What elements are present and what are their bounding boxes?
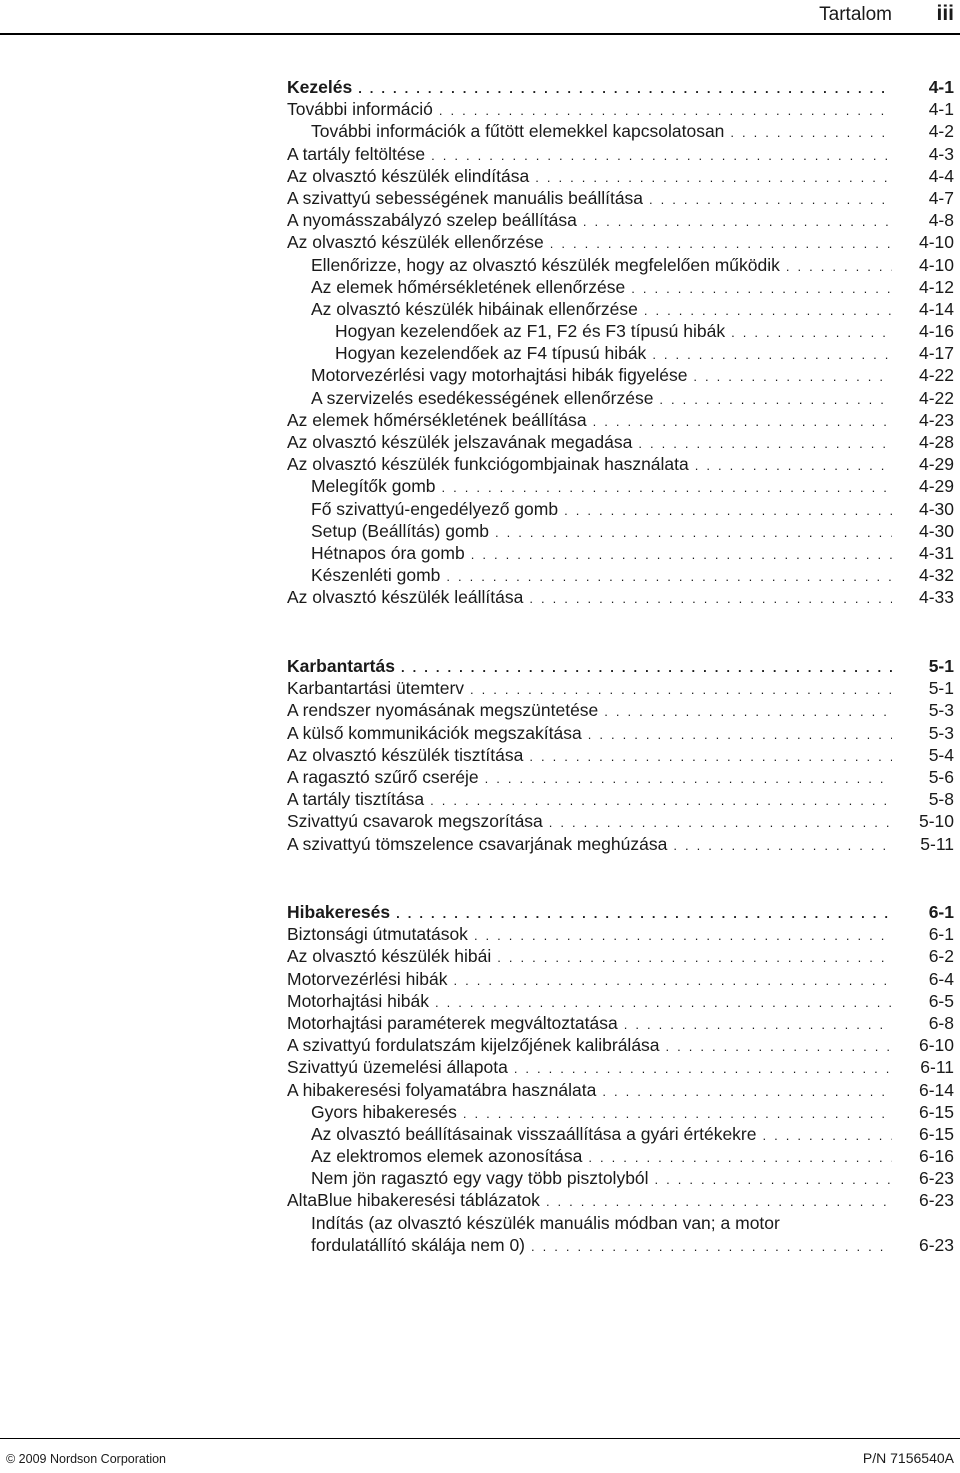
dot-leader (401, 657, 892, 679)
toc-entry-page: 5-1 (928, 678, 954, 699)
toc-entry[interactable] (287, 744, 954, 766)
toc-entry-page: 6-1 (928, 924, 954, 945)
toc-entry-page: 6-16 (918, 1146, 954, 1167)
toc-entry[interactable] (287, 564, 954, 586)
toc-entry-page: 4-7 (928, 187, 954, 208)
header-page-number: iii (936, 2, 954, 25)
toc-entry[interactable] (287, 387, 954, 409)
toc-entry-page: 6-11 (920, 1057, 954, 1078)
toc-entry-page: 6-23 (918, 1190, 954, 1211)
toc-entry-page: 4-10 (918, 254, 954, 275)
copyright-notice: © 2009 Nordson Corporation (6, 1452, 166, 1466)
dot-leader (655, 1169, 892, 1191)
dot-leader (358, 78, 892, 100)
toc-entry-page: 4-1 (928, 77, 954, 97)
toc-entry-title: A nyomásszabályzó szelep beállítása (287, 210, 577, 231)
toc-entry-page: 6-4 (928, 968, 954, 989)
toc-entry-page: 4-4 (928, 165, 954, 186)
dot-leader (485, 768, 892, 790)
toc-entry-title: Nem jön ragasztó egy vagy több pisztolyból (311, 1168, 649, 1189)
toc-entry-title: Az olvasztó beállításainak visszaállítása a gyári értékekre (311, 1123, 757, 1144)
toc-entry-page: 4-10 (918, 232, 954, 253)
dot-leader (396, 903, 892, 925)
dot-leader (442, 477, 892, 499)
dot-leader (549, 812, 892, 834)
toc-entry-title: A szivattyú fordulatszám kijelzőjének kalibrálása (287, 1035, 660, 1056)
dot-leader (430, 790, 892, 812)
toc-entry-title: A hibakeresési folyamatábra használata (287, 1079, 597, 1100)
toc-entry-page: 4-2 (928, 121, 954, 142)
dot-leader (638, 433, 892, 455)
toc-chapter-entry[interactable] (287, 655, 954, 677)
toc-entry-title: Hogyan kezelendőek az F1, F2 és F3 típusú hibák (335, 321, 726, 342)
toc-entry-page: 5-8 (928, 789, 954, 810)
toc-section (287, 901, 954, 1256)
toc-entry-page: 4-30 (918, 520, 954, 541)
toc-entry-title: Szivattyú üzemelési állapota (287, 1057, 508, 1078)
toc-entry[interactable] (287, 320, 954, 342)
toc-entry-page: 4-23 (918, 409, 954, 430)
toc-entry[interactable] (287, 498, 954, 520)
toc-entry[interactable] (287, 364, 954, 386)
toc-entry[interactable] (287, 722, 954, 744)
toc-entry-title: Az olvasztó készülék elindítása (287, 165, 530, 186)
toc-entry[interactable] (287, 165, 954, 187)
toc-entry-title: Setup (Beállítás) gomb (311, 520, 490, 541)
toc-entry-title: Biztonsági útmutatások (287, 924, 468, 945)
toc-entry[interactable] (287, 209, 954, 231)
dot-leader (631, 278, 892, 300)
toc-entry-title: A tartály tisztítása (287, 789, 425, 810)
toc-entry-page: 4-22 (918, 365, 954, 386)
toc-entry[interactable] (287, 677, 954, 699)
dot-leader (666, 1036, 892, 1058)
toc-entry-page: 4-29 (918, 454, 954, 475)
page-header (0, 0, 960, 40)
dot-leader (514, 1058, 892, 1080)
toc-entry[interactable] (287, 231, 954, 253)
toc-entry-page: 5-6 (928, 766, 954, 787)
toc-entry-title: Az elektromos elemek azonosítása (311, 1146, 583, 1167)
toc-entry-title: Melegítők gomb (311, 476, 436, 497)
dot-leader (531, 1236, 892, 1258)
dot-leader (693, 366, 892, 388)
dot-leader (731, 322, 892, 344)
toc-entry-title: Készenléti gomb (311, 565, 441, 586)
dot-leader (602, 1081, 892, 1103)
toc-entry[interactable] (287, 143, 954, 165)
toc-entry-page: 4-8 (928, 210, 954, 231)
dot-leader (550, 233, 892, 255)
toc-entry[interactable] (287, 1167, 954, 1189)
toc-entry-page: 6-8 (928, 1012, 954, 1033)
dot-leader (431, 145, 892, 167)
toc-entry-title-line: Indítás (az olvasztó készülék manuális módban van; a motor (311, 1212, 780, 1233)
toc-entry-page: 5-1 (928, 656, 954, 676)
toc-entry[interactable] (287, 520, 954, 542)
toc-entry-title: A ragasztó szűrő cseréje (287, 766, 479, 787)
toc-entry[interactable] (287, 945, 954, 967)
toc-entry-page: 6-23 (918, 1168, 954, 1189)
toc-entry[interactable] (287, 810, 954, 832)
toc-entry[interactable] (287, 1123, 954, 1145)
toc-entry-title: Az olvasztó készülék hibáinak ellenőrzése (311, 298, 638, 319)
dot-leader (439, 100, 892, 122)
toc-entry[interactable] (287, 342, 954, 364)
toc-entry-title: A külső kommunikációk megszakítása (287, 722, 582, 743)
toc-entry-title: Hibakeresés (287, 902, 391, 922)
toc-entry[interactable] (287, 453, 954, 475)
toc-entry-page: 6-10 (918, 1035, 954, 1056)
toc-entry[interactable] (287, 1145, 954, 1167)
dot-leader (564, 500, 892, 522)
dot-leader (786, 256, 892, 278)
dot-leader (529, 746, 892, 768)
dot-leader (535, 167, 892, 189)
toc-entry-title: Hétnapos óra gomb (311, 542, 465, 563)
dot-leader (435, 992, 892, 1014)
toc-entry-page: 4-3 (928, 143, 954, 164)
toc-entry-title: További információk a fűtött elemekkel kapcsolatosan (311, 121, 725, 142)
header-rule (0, 33, 960, 35)
dot-leader (652, 344, 892, 366)
toc-entry-title: Az olvasztó készülék jelszavának megadása (287, 432, 633, 452)
toc-entry-title: Az elemek hőmérsékletének beállítása (287, 409, 587, 430)
dot-leader (588, 724, 892, 746)
toc-entry-page: 4-12 (918, 276, 954, 297)
toc-entry[interactable] (287, 1079, 954, 1101)
toc-entry-title: Karbantartás (287, 656, 395, 676)
toc-entry-page: 4-1 (928, 99, 954, 120)
dot-leader (730, 122, 892, 144)
toc-entry[interactable] (287, 98, 954, 120)
dot-leader (497, 947, 892, 969)
toc-entry-title: Az olvasztó készülék funkciógombjainak használata (287, 454, 689, 475)
toc-entry[interactable] (287, 120, 954, 142)
toc-entry[interactable] (287, 276, 954, 298)
toc-chapter-entry[interactable] (287, 76, 954, 98)
toc-entry-page: 6-5 (928, 990, 954, 1011)
toc-entry[interactable] (287, 431, 954, 453)
toc-entry-title: Fő szivattyú-engedélyező gomb (311, 498, 559, 519)
dot-leader (583, 211, 892, 233)
toc-entry-title: További információ (287, 99, 433, 120)
footer-rule (0, 1438, 960, 1439)
dot-leader (604, 701, 892, 723)
dot-leader (673, 835, 892, 857)
toc-entry[interactable] (287, 699, 954, 721)
dot-leader (624, 1014, 892, 1036)
toc-entry-page: 4-30 (918, 498, 954, 519)
dot-leader (659, 389, 892, 411)
toc-entry-title: Kezelés (287, 77, 353, 97)
toc-entry-page: 6-15 (918, 1123, 954, 1144)
toc-entry[interactable] (287, 254, 954, 276)
toc-section (287, 655, 954, 855)
toc-entry-title: Az olvasztó készülék tisztítása (287, 744, 524, 765)
toc-entry[interactable] (287, 990, 954, 1012)
toc-section (287, 76, 954, 609)
toc-entry-page: 6-1 (928, 902, 954, 922)
toc-entry-page: 4-14 (918, 298, 954, 319)
toc-entry-page: 5-11 (920, 833, 954, 854)
toc-entry[interactable] (287, 187, 954, 209)
toc-entry-title: A szivattyú sebességének manuális beállítása (287, 187, 644, 208)
toc-entry-title: Az olvasztó készülék ellenőrzése (287, 232, 544, 253)
toc-entry[interactable] (287, 1034, 954, 1056)
toc-entry[interactable] (287, 968, 954, 990)
dot-leader (495, 522, 892, 544)
toc-entry-title: Az elemek hőmérsékletének ellenőrzése (311, 276, 626, 297)
toc-entry-page: 4-17 (918, 343, 954, 364)
toc-entry-title: A tartály feltöltése (287, 143, 426, 164)
toc-entry-page: 5-4 (928, 744, 954, 765)
toc-entry[interactable] (287, 1056, 954, 1078)
toc-entry-title: Motorhajtási paraméterek megváltoztatása (287, 1012, 618, 1033)
toc-entry-page: 5-10 (918, 811, 954, 832)
toc-entry-title: A rendszer nyomásának megszüntetése (287, 700, 599, 721)
toc-entry-page: 4-22 (918, 387, 954, 408)
toc-entry[interactable] (287, 542, 954, 564)
toc-entry[interactable] (287, 788, 954, 810)
toc-entry-title: Gyors hibakeresés (311, 1101, 457, 1122)
toc-entry[interactable] (287, 475, 954, 497)
toc-entry-title: Hogyan kezelendőek az F4 típusú hibák (335, 343, 647, 364)
toc-chapter-entry[interactable] (287, 901, 954, 923)
dot-leader (695, 455, 892, 477)
dot-leader (463, 1103, 892, 1125)
toc-entry-page: 4-33 (918, 587, 954, 608)
toc-entry[interactable] (287, 298, 954, 320)
toc-entry[interactable] (287, 1189, 954, 1211)
toc-entry-title: fordulatállító skálája nem 0) (311, 1234, 525, 1255)
toc-entry-page: 6-15 (918, 1101, 954, 1122)
toc-entry-page: 6-23 (918, 1234, 954, 1255)
part-number: P/N 7156540A (862, 1450, 954, 1466)
toc-entry[interactable] (287, 766, 954, 788)
toc-entry[interactable] (287, 409, 954, 431)
toc-entry[interactable] (287, 1101, 954, 1123)
toc-entry-title: Ellenőrizze, hogy az olvasztó készülék megfelelően működik (311, 254, 780, 275)
dot-leader (644, 300, 892, 322)
toc-entry[interactable] (287, 833, 954, 855)
toc-entry[interactable] (287, 923, 954, 945)
toc-entry-page: 4-29 (918, 476, 954, 497)
toc-entry-page: 4-31 (918, 542, 954, 563)
toc-entry-page: 5-3 (928, 722, 954, 743)
dot-leader (471, 544, 892, 566)
toc-entry-title: A szivattyú tömszelence csavarjának meghúzása (287, 833, 668, 854)
dot-leader (529, 588, 892, 610)
toc-entry-title: Szivattyú csavarok megszorítása (287, 811, 543, 832)
toc-entry-title: Az olvasztó készülék hibái (287, 946, 492, 967)
toc-entry-title: AltaBlue hibakeresési táblázatok (287, 1190, 540, 1211)
toc-entry-page: 4-28 (918, 432, 954, 452)
dot-leader (588, 1147, 892, 1169)
dot-leader (763, 1125, 893, 1147)
toc-entry-page: 4-16 (918, 321, 954, 342)
toc-entry-title: Motorvezérlési vagy motorhajtási hibák figyelése (311, 365, 688, 386)
dot-leader (446, 566, 892, 588)
toc-entry[interactable] (287, 1234, 954, 1256)
dot-leader (453, 970, 892, 992)
toc-entry-page: 5-3 (928, 700, 954, 721)
toc-entry-title: A szervizelés esedékességének ellenőrzése (311, 387, 654, 408)
toc-entry-title: Az olvasztó készülék leállítása (287, 587, 524, 608)
toc-entry-title: Karbantartási ütemterv (287, 678, 465, 699)
toc-entry-title: Motorvezérlési hibák (287, 968, 448, 989)
dot-leader (470, 679, 892, 701)
toc-entry-page: 6-14 (918, 1079, 954, 1100)
toc-entry-page: 4-32 (918, 565, 954, 586)
toc-entry-page: 6-2 (928, 946, 954, 967)
running-header-title: Tartalom (819, 4, 892, 25)
toc-entry[interactable] (287, 586, 954, 608)
dot-leader (474, 925, 892, 947)
toc-entry[interactable] (287, 1012, 954, 1034)
page-footer (0, 1438, 960, 1473)
toc-entry-title: Motorhajtási hibák (287, 990, 430, 1011)
dot-leader (649, 189, 892, 211)
dot-leader (546, 1191, 892, 1213)
dot-leader (593, 411, 892, 433)
